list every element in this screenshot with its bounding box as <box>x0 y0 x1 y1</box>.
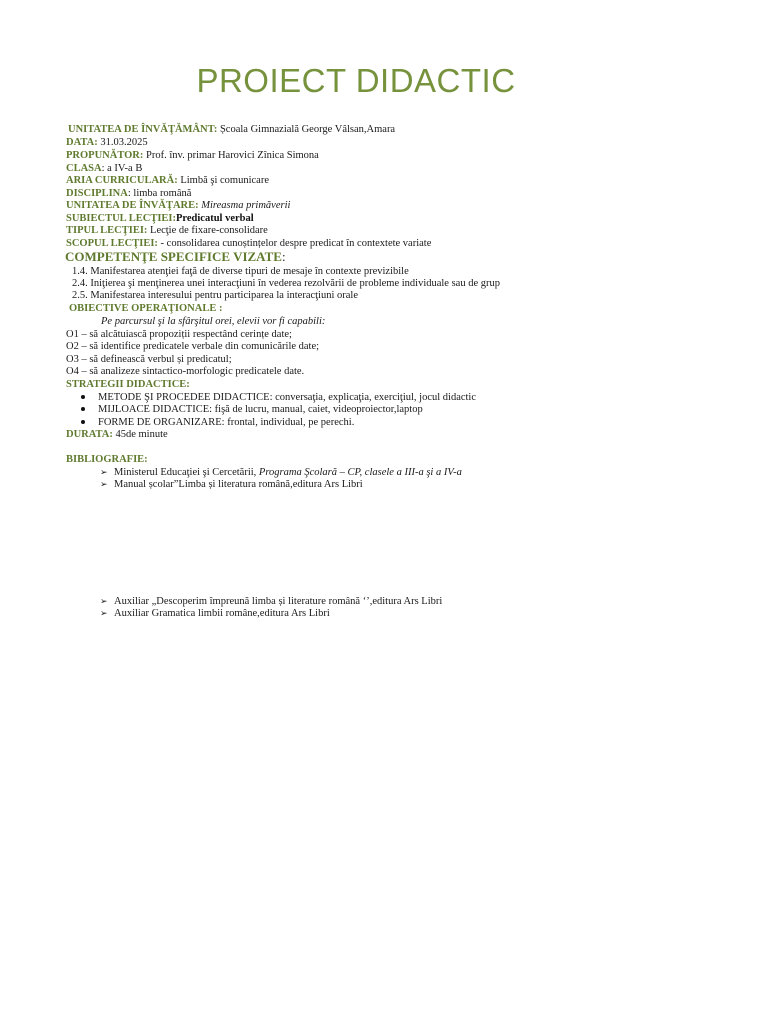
bullet-icon <box>81 407 85 411</box>
tipul-label: TIPUL LECŢIEI: <box>66 225 148 236</box>
unitatea-invatamant-value: Școala Gimnazială George Vâlsan,Amara <box>217 124 396 135</box>
unitatea-invatare-value: Mireasma primăverii <box>198 200 291 211</box>
obiective-heading-text: OBIECTIVE OPERAŢIONALE : <box>69 303 223 314</box>
durata-value: 45de minute <box>112 429 168 440</box>
aria-label: ARIA CURRICULARĂ: <box>66 175 178 186</box>
data-label: DATA: <box>66 137 98 148</box>
subiectul-label: SUBIECTUL LECŢIEI: <box>66 213 176 224</box>
data-value: 31.03.2025 <box>97 137 148 148</box>
aria-value: Limbă şi comunicare <box>177 175 269 186</box>
bibliografie-heading <box>66 453 148 466</box>
competente-colon: : <box>281 249 286 264</box>
propunator-label: PROPUNĂTOR: <box>66 150 144 161</box>
bibliografie-heading-text: BIBLIOGRAFIE: <box>66 454 148 465</box>
competenta-item: 1.4. Manifestarea atenţiei faţă de diverse tipuri de mesaje în contexte previzibile <box>72 266 409 277</box>
bibliografie-text: Manual școlar”Limba și literatura română,editura Ars Libri <box>114 479 363 490</box>
arrow-bullet-icon: ➢ <box>100 596 108 606</box>
competenta-item: 2.4. Iniţierea şi menţinerea unei interacţiuni în vederea rezolvării de probleme individuale sau de grup <box>72 278 500 289</box>
obiective-intro: Pe parcursul şi la sfârşitul orei, elevii vor fi capabili: <box>101 316 326 327</box>
obiectiv-item: O1 – să alcătuiască propoziții respectând cerințe date; <box>66 329 292 340</box>
obiectiv-item: O2 – să identifice predicatele verbale din comunicările date; <box>66 341 320 352</box>
aria-row <box>66 174 269 187</box>
competenta-item: 2.5. Manifestarea interesului pentru participarea la interacţiuni orale <box>72 290 358 301</box>
strategie-text: MIJLOACE DIDACTICE: fişă de lucru, manual, caiet, videoproiector,laptop <box>98 404 423 415</box>
unitatea-invatare-label: UNITATEA DE ÎNVĂŢARE: <box>66 200 199 211</box>
obiectiv-item: O4 – să analizeze sintactico-morfologic predicatele date. <box>66 366 305 377</box>
clasa-value: : a IV-a B <box>101 163 143 174</box>
disciplina-label: DISCIPLINA <box>66 188 128 199</box>
subiectul-value: Predicatul verbal <box>176 213 254 224</box>
tipul-value: Lecţie de fixare-consolidare <box>147 225 268 236</box>
unitatea-invatamant-row <box>68 123 395 136</box>
durata-row <box>66 428 168 441</box>
arrow-bullet-icon: ➢ <box>100 467 108 477</box>
scopul-label: SCOPUL LECŢIEI: <box>66 238 158 249</box>
strategii-heading-text: STRATEGII DIDACTICE: <box>66 379 190 390</box>
bibliografie-text: Auxiliar „Descoperim împreună limba și literature română ‘’,editura Ars Libri <box>114 596 443 607</box>
obiective-heading <box>69 302 222 315</box>
bibliografie-text-italic: Programa Şcolară – CP, clasele a III-a şi a IV-a <box>258 467 462 478</box>
bullet-icon <box>81 420 85 424</box>
strategie-text: METODE ŞI PROCEDEE DIDACTICE: conversaţia, explicaţia, exerciţiul, jocul didactic <box>98 392 477 403</box>
bibliografie-text: Ministerul Educaţiei şi Cercetării, <box>114 467 259 478</box>
tipul-row <box>66 224 268 237</box>
bibliografie-item <box>100 478 363 491</box>
obiectiv-item: O3 – să definească verbul și predicatul; <box>66 354 232 365</box>
arrow-bullet-icon: ➢ <box>100 479 108 489</box>
propunator-value: Prof. înv. primar Harovici Zînica Simona <box>143 150 319 161</box>
strategie-item <box>81 403 423 416</box>
strategie-text: FORME DE ORGANIZARE: frontal, individual, pe perechi. <box>98 417 355 428</box>
competente-heading: COMPETENŢE SPECIFICE VIZATE <box>65 249 282 264</box>
strategii-heading <box>66 378 190 391</box>
document-title: PROIECT DIDACTIC <box>196 62 516 99</box>
scopul-value: - consolidarea cunoștințelor despre predicat în contextete variate <box>157 238 432 249</box>
competente-heading-row <box>65 250 286 265</box>
unitatea-invatamant-label: UNITATEA DE ÎNVĂŢĂMÂNT: <box>68 124 218 135</box>
arrow-bullet-icon: ➢ <box>100 608 108 618</box>
durata-label: DURATA: <box>66 429 113 440</box>
unitatea-invatare-row <box>66 199 290 212</box>
bibliografie-text: Auxiliar Gramatica limbii române,editura Ars Libri <box>114 608 330 619</box>
clasa-label: CLASA <box>66 163 102 174</box>
bibliografie-item <box>100 607 330 620</box>
disciplina-value: : limba română <box>127 188 192 199</box>
propunator-row <box>66 149 319 162</box>
bullet-icon <box>81 395 85 399</box>
data-row <box>66 136 148 149</box>
